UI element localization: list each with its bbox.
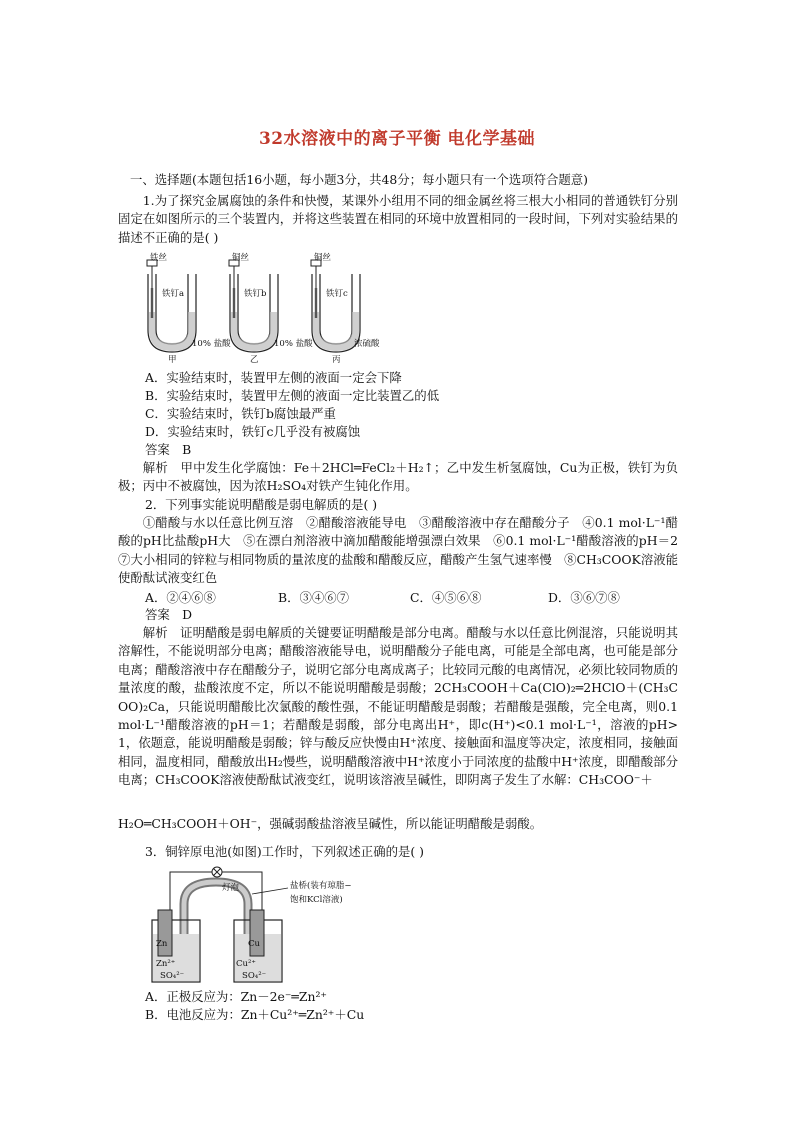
q2-option-b: B．③④⑥⑦ bbox=[278, 590, 350, 605]
section-heading: 一、选择题(本题包括16小题，每小题3分，共48分；每小题只有一个选项符合题意) bbox=[130, 172, 588, 187]
q2-facts: ①醋酸与水以任意比例互溶 ②醋酸溶液能导电 ③醋酸溶液中存在醋酸分子 ④0.1 mol·L⁻¹醋酸的pH比盐酸pH大 ⑤在漂白剂溶液中滴加醋酸能增强漂白效果 ⑥0.1 mol·L⁻¹醋酸溶液的pH＝2 ⑦大小相同的锌粒与相同物质的量浓度的盐酸和醋酸反应，醋酸产生氢气速率慢 ⑧CH₃COOK溶液能使酚酞试液变红色 bbox=[118, 515, 691, 586]
nail-label-b: 铁钉b bbox=[244, 289, 267, 299]
galvanic-cell-figure bbox=[148, 860, 358, 986]
u-tube-yi bbox=[229, 260, 278, 352]
q2-analysis-end: H₂O═CH₃COOH＋OH⁻，强碱弱酸盐溶液呈碱性，所以能证明醋酸是弱酸。 bbox=[118, 816, 543, 831]
question-2-stem: 2．下列事实能说明醋酸是弱电解质的是( ) bbox=[145, 497, 378, 512]
wire-label-1: 铁丝 bbox=[150, 253, 168, 263]
sulfate-ion-label-left: SO₄²⁻ bbox=[160, 971, 185, 981]
page-title: 32水溶液中的离子平衡 电化学基础 bbox=[258, 129, 536, 149]
cu-ion-label: Cu²⁺ bbox=[236, 959, 256, 969]
q1-option-c: C．实验结束时，铁钉b腐蚀最严重 bbox=[145, 406, 336, 421]
q3-option-a: A．正极反应为：Zn－2e⁻═Zn²⁺ bbox=[145, 989, 327, 1004]
device-label-bing: 丙 bbox=[332, 355, 341, 364]
q2-analysis: 解析 证明醋酸是弱电解质的关键要证明醋酸是部分电离。醋酸与水以任意比例混溶，只能说明其溶解性，不能说明部分电离；醋酸溶液能导电，说明醋酸分子能电离，可能是全部电离，也可能是部分电离；醋酸溶液中存在醋酸分子，说明它部分电离成离子；比较同元酸的电离情况，必须比较同物质的量浓度的酸，盐酸浓度不定，所以不能说明醋酸是弱酸；2CH₃COOH＋Ca(ClO)₂═2HClO＋(CH₃COO)₂Ca，只能说明醋酸比次氯酸的酸性强，不能证明醋酸是弱酸；若醋酸是强酸，完全电离，则0.1 mol·L⁻¹醋酸溶液的pH＝1；若醋酸是弱酸，部分电离出H⁺，即c(H⁺)<0.1 mol·L⁻¹，溶液的pH>1，依题意，能说明醋酸是弱酸；锌与酸反应快慢由H⁺浓度、接触面和温度等决定，浓度相同，接触面相同，温度相同，醋酸放出H₂慢些，说明醋酸溶液中H⁺浓度小于同浓度的盐酸中H⁺浓度，即醋酸部分电离；CH₃COOK溶液使酚酞试液变红，说明该溶液呈碱性，即阴离子发生了水解：CH₃COO⁻＋ bbox=[118, 625, 678, 788]
salt-bridge-label-1: 盐桥(装有琼脂− bbox=[290, 881, 352, 891]
q2-answer: 答案 D bbox=[145, 607, 193, 622]
corrosion-apparatus-figure bbox=[140, 252, 400, 364]
zn-electrode-label: Zn bbox=[156, 939, 168, 949]
u-tube-bing bbox=[311, 260, 360, 352]
salt-bridge-label-2: 饱和KCl溶液) bbox=[290, 895, 343, 905]
solution-label-1: 10% 盐酸 bbox=[192, 339, 231, 349]
q1-analysis: 解析 甲中发生化学腐蚀：Fe＋2HCl═FeCl₂＋H₂↑；乙中发生析氢腐蚀，Cu为正极，铁钉为负极；丙中不被腐蚀，因为浓H₂SO₄对铁产生钝化作用。 bbox=[118, 460, 678, 494]
nail-label-c: 铁钉c bbox=[326, 289, 348, 299]
cu-electrode-label: Cu bbox=[248, 939, 260, 949]
q1-option-b: B．实验结束时，装置甲左侧的液面一定比装置乙的低 bbox=[145, 388, 440, 403]
device-label-yi: 乙 bbox=[250, 355, 259, 364]
q1-answer: 答案 B bbox=[145, 442, 192, 457]
u-tube-jia bbox=[147, 260, 196, 352]
q1-option-a: A．实验结束时，装置甲左侧的液面一定会下降 bbox=[145, 370, 402, 385]
zn-ion-label: Zn²⁺ bbox=[156, 959, 176, 969]
solution-label-2: 10% 盐酸 bbox=[274, 339, 313, 349]
q2-option-d: D．③⑥⑦⑧ bbox=[548, 590, 620, 605]
solution-label-3: 浓硫酸 bbox=[354, 339, 380, 349]
question-3-stem: 3．铜锌原电池(如图)工作时，下列叙述正确的是( ) bbox=[145, 844, 424, 859]
q1-option-d: D．实验结束时，铁钉c几乎没有被腐蚀 bbox=[145, 424, 361, 439]
nail-label-a: 铁钉a bbox=[162, 289, 185, 299]
question-1-stem: 1.为了探究金属腐蚀的条件和快慢，某课外小组用不同的细金属丝将三根大小相同的普通铁钉分别固定在如图所示的三个装置内，并将这些装置在相同的环境中放置相同的一段时间，下列对实验结果的描述不正确的是( ) bbox=[118, 193, 678, 245]
q2-option-c: C．④⑤⑥⑧ bbox=[410, 590, 482, 605]
device-label-jia: 甲 bbox=[168, 355, 177, 364]
sulfate-ion-label-right: SO₄²⁻ bbox=[242, 971, 267, 981]
bulb-label: 灯泡 bbox=[222, 883, 240, 893]
q3-option-b: B．电池反应为：Zn＋Cu²⁺═Zn²⁺＋Cu bbox=[145, 1007, 365, 1022]
wire-label-2: 铜丝 bbox=[232, 253, 250, 263]
wire-label-3: 铜丝 bbox=[314, 253, 332, 263]
q2-option-a: A．②④⑥⑧ bbox=[145, 590, 216, 605]
